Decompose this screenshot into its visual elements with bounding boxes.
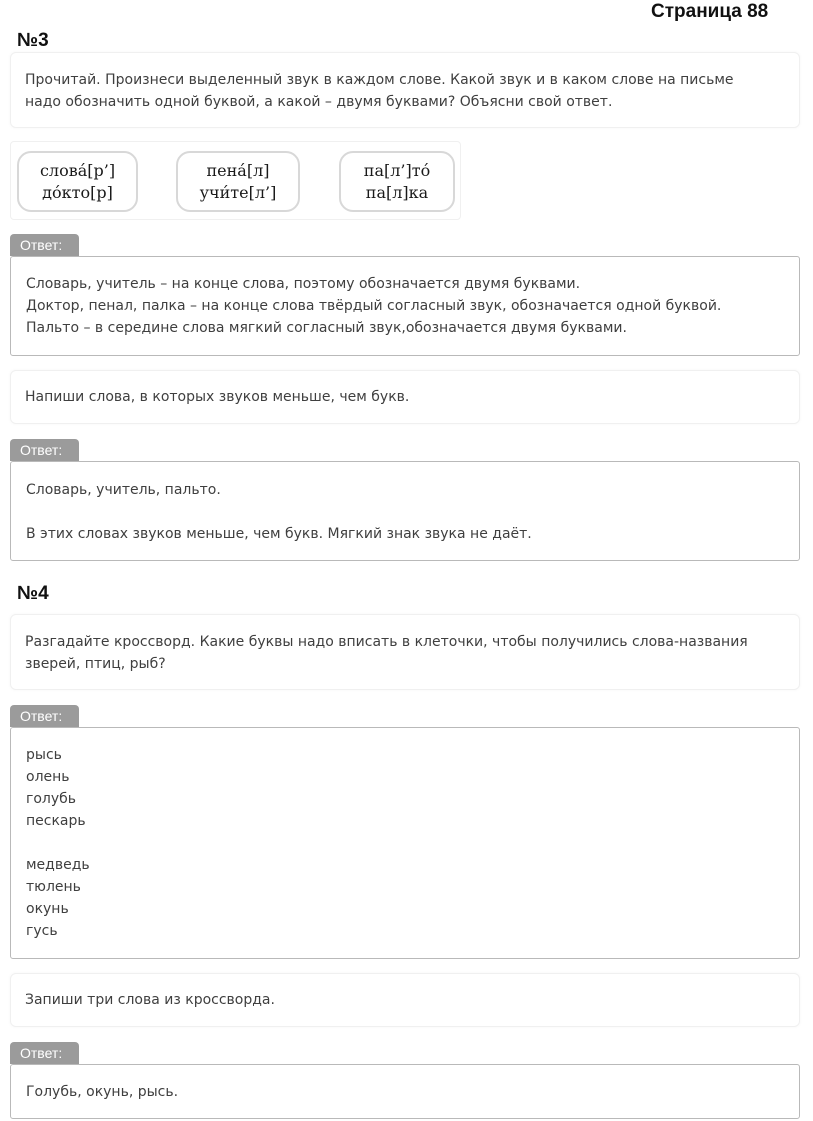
answer-label: Ответ: — [10, 1042, 79, 1064]
task-3-answer-2 — [10, 461, 800, 561]
answer-line: Доктор, пенал, палка – на конце слова твёрдый согласный звук, обозначается одной буквой. — [26, 298, 722, 314]
answer-line: Пальто – в середине слова мягкий согласный звук,обозначается двумя буквами. — [26, 320, 627, 336]
answer-label: Ответ: — [10, 234, 79, 256]
answer-line: пескарь — [26, 813, 86, 829]
task-3-answer-1 — [10, 256, 800, 356]
card-word: па[л]ка — [365, 182, 429, 202]
sound-card — [176, 151, 300, 212]
answer-line: медведь — [26, 857, 90, 873]
answer-line — [26, 832, 784, 854]
answer-line: тюлень — [26, 879, 81, 895]
answer-line: рысь — [26, 747, 62, 763]
answer-line — [26, 501, 784, 523]
answer-line: окунь — [26, 901, 69, 917]
task-3-question-1 — [10, 52, 800, 128]
task-3-question-2 — [10, 370, 800, 424]
task-3-number: №3 — [17, 30, 49, 51]
question-line: надо обозначить одной буквой, а какой – двумя буквами? Объясни свой ответ. — [25, 94, 613, 110]
answer-line: Голубь, окунь, рысь. — [26, 1084, 179, 1100]
question-line: зверей, птиц, рыб? — [25, 656, 166, 672]
question-line: Разгадайте кроссворд. Какие буквы надо вписать в клеточки, чтобы получились слова-названия — [25, 634, 748, 650]
sound-card — [17, 151, 138, 212]
answer-line: гусь — [26, 923, 58, 939]
task-4-question-2 — [10, 973, 800, 1027]
sound-card — [339, 151, 455, 212]
task-4-answer-2 — [10, 1064, 800, 1119]
answer-label: Ответ: — [10, 439, 79, 461]
card-word: па[л’]то́ — [363, 160, 431, 180]
task-4-answer-1 — [10, 727, 800, 959]
task-4-number: №4 — [17, 583, 49, 604]
card-word: до́кто[р] — [42, 182, 113, 202]
task-4-question-1 — [10, 614, 800, 690]
answer-line: В этих словах звуков меньше, чем букв. Мягкий знак звука не даёт. — [26, 526, 532, 542]
answer-label: Ответ: — [10, 705, 79, 727]
answer-line: голубь — [26, 791, 77, 807]
question-line: Напиши слова, в которых звуков меньше, чем букв. — [25, 389, 410, 405]
sound-cards — [10, 141, 461, 220]
card-word: слова́[р’] — [39, 160, 116, 180]
page-number: Страница 88 — [651, 1, 769, 22]
question-line: Прочитай. Произнеси выделенный звук в каждом слове. Какой звук и в каком слове на письме — [25, 72, 734, 88]
answer-line: олень — [26, 769, 70, 785]
card-word: пена́[л] — [206, 160, 270, 180]
answer-line: Словарь, учитель – на конце слова, поэтому обозначается двумя буквами. — [26, 276, 581, 292]
answer-line: Словарь, учитель, пальто. — [26, 482, 221, 498]
card-word: учи́те[л’] — [199, 182, 277, 202]
question-line: Запиши три слова из кроссворда. — [25, 992, 275, 1008]
